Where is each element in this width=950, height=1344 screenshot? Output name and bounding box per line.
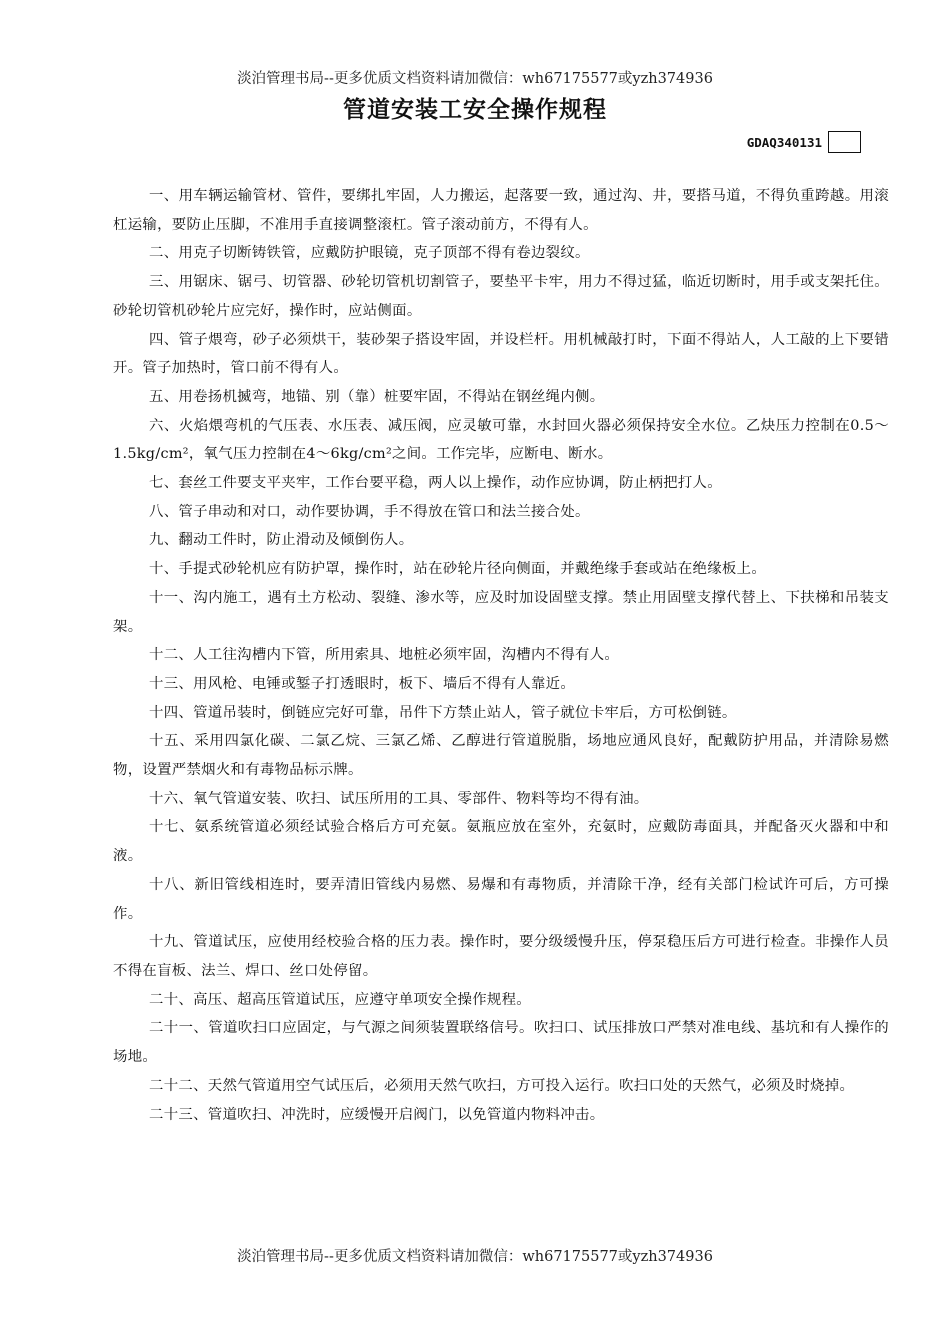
rule-item: 三、用锯床、锯弓、切管器、砂轮切管机切割管子，要垫平卡牢，用力不得过猛，临近切断时，用手或支架托住。砂轮切管机砂轮片应完好，操作时，应站侧面。 [113,274,889,319]
document-code: GDAQ340131 [746,134,822,150]
rule-item: 七、套丝工件要支平夹牢，工作台要平稳，两人以上操作，动作应协调，防止柄把打人。 [149,475,722,492]
rule-item: 十三、用风枪、电锤或錾子打透眼时，板下、墙后不得有人靠近。 [149,675,576,692]
rule-item: 十二、人工往沟槽内下管，所用索具、地桩必须牢固，沟槽内不得有人。 [149,647,620,664]
rule-item: 六、火焰煨弯机的气压表、水压表、减压阀，应灵敏可靠，水封回火器必须保持安全水位。乙炔压力控制在0.5～1.5kg/cm²，氧气压力控制在4～6kg/cm²之间。工作完毕，应断电、断水。 [113,417,889,463]
code-box [828,131,861,153]
document-title: 管道安装工安全操作规程 [343,97,607,123]
footer-note: 淡泊管理书局--更多优质文档资料请加微信：wh67175577或yzh374936 [237,1249,713,1265]
rule-item: 二十、高压、超高压管道试压，应遵守单项安全操作规程。 [149,991,531,1008]
rule-item: 九、翻动工件时，防止滑动及倾倒伤人。 [149,532,414,549]
rule-item: 二十三、管道吹扫、冲洗时，应缓慢开启阀门，以免管道内物料冲击。 [149,1106,605,1123]
rule-item: 十五、采用四氯化碳、二氯乙烷、三氯乙烯、乙醇进行管道脱脂，场地应通风良好，配戴防护用品，并清除易燃物，设置严禁烟火和有毒物品标示牌。 [113,733,889,779]
rule-item: 十八、新旧管线相连时，要弄清旧管线内易燃、易爆和有毒物质，并清除干净，经有关部门检试许可后，方可操作。 [113,876,889,922]
rule-item: 十一、沟内施工，遇有土方松动、裂缝、渗水等，应及时加设固壁支撑。禁止用固壁支撑代替上、下扶梯和吊装支架。 [113,589,889,635]
rule-item: 十四、管道吊装时，倒链应完好可靠，吊件下方禁止站人，管子就位卡牢后，方可松倒链。 [149,704,737,721]
rule-item: 十九、管道试压，应使用经校验合格的压力表。操作时，要分级缓慢升压，停泵稳压后方可进行检查。非操作人员不得在盲板、法兰、焊口、丝口处停留。 [113,934,889,979]
rule-item: 一、用车辆运输管材、管件，要绑扎牢固，人力搬运，起落要一致，通过沟、井，要搭马道，不得负重跨越。用滚杠运输，要防止压脚，不准用手直接调整滚杠。管子滚动前方，不得有人。 [113,188,889,233]
rule-item: 八、管子串动和对口，动作要协调，手不得放在管口和法兰接合处。 [149,503,590,520]
rule-item: 二十一、管道吹扫口应固定，与气源之间须装置联络信号。吹扫口、试压排放口严禁对准电线、基坑和有人操作的场地。 [113,1020,889,1066]
document-code-row [747,130,861,154]
rule-item: 二十二、天然气管道用空气试压后，必须用天然气吹扫，方可投入运行。吹扫口处的天然气，必须及时烧掉。 [149,1077,855,1094]
rule-item: 十七、氨系统管道必须经试验合格后方可充氨。氨瓶应放在室外，充氨时，应戴防毒面具，并配备灭火器和中和液。 [113,819,889,865]
rule-item: 四、管子煨弯，砂子必须烘干，装砂架子搭设牢固，并设栏杆。用机械敲打时，下面不得站人，人工敲的上下要错开。管子加热时，管口前不得有人。 [113,331,889,377]
header-note: 淡泊管理书局--更多优质文档资料请加微信：wh67175577或yzh374936 [237,71,713,87]
rule-item: 二、用克子切断铸铁管，应戴防护眼镜，克子顶部不得有卷边裂纹。 [149,245,590,262]
rule-item: 十、手提式砂轮机应有防护罩，操作时，站在砂轮片径向侧面，并戴绝缘手套或站在绝缘板上。 [149,561,767,578]
rule-item: 十六、氧气管道安装、吹扫、试压所用的工具、零部件、物料等均不得有油。 [149,790,649,807]
rule-item: 五、用卷扬机揻弯，地锚、别（靠）桩要牢固，不得站在钢丝绳内侧。 [149,388,605,405]
rules-list [113,182,889,1129]
